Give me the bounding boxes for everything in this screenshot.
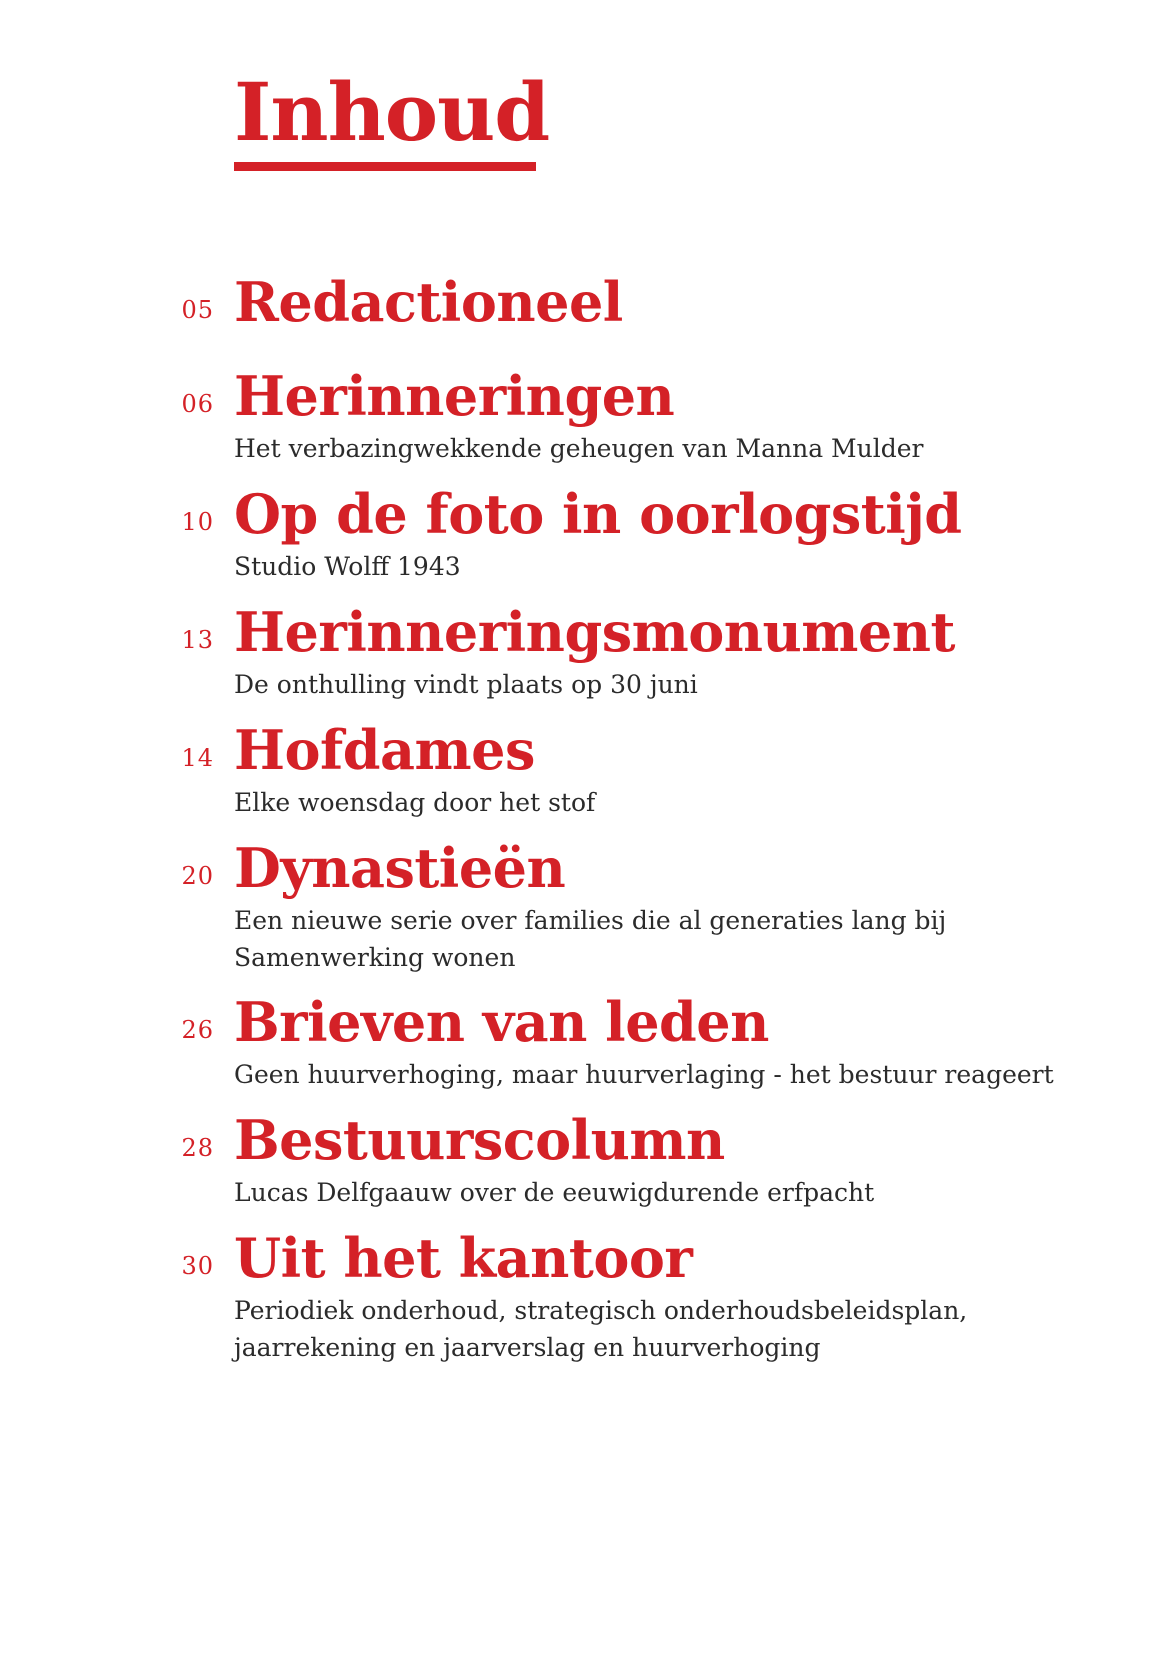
- toc-page-number: 26: [181, 1016, 214, 1044]
- toc-subtitle: Periodiek onderhoud, strategisch onderhoudsbeleidsplan, jaarrekening en jaarverslag en huurverhoging: [234, 1296, 968, 1362]
- toc-title: Herinneringen: [234, 364, 675, 428]
- toc-subtitle: Het verbazingwekkende geheugen van Manna Mulder: [234, 434, 924, 463]
- toc-title: Bestuurscolumn: [234, 1108, 725, 1172]
- toc-page-number: 20: [181, 862, 214, 890]
- toc-subtitle: Lucas Delfgaauw over de eeuwigdurende erfpacht: [234, 1178, 875, 1207]
- title-underline: [234, 162, 536, 171]
- toc-subtitle: Studio Wolff 1943: [234, 552, 461, 581]
- toc-page-number: 10: [181, 508, 214, 536]
- toc-page-number: 30: [181, 1252, 214, 1280]
- toc-page-number: 06: [181, 390, 214, 418]
- toc-subtitle: De onthulling vindt plaats op 30 juni: [234, 670, 698, 699]
- toc-title: Brieven van leden: [234, 990, 769, 1054]
- toc-page-number: 28: [181, 1134, 214, 1162]
- toc-page-number: 13: [181, 626, 214, 654]
- toc-title: Dynastieën: [234, 836, 566, 900]
- toc-title: Redactioneel: [234, 270, 623, 334]
- toc-subtitle: Geen huurverhoging, maar huurverlaging - het bestuur reageert: [234, 1060, 1054, 1089]
- toc-title: Uit het kantoor: [234, 1226, 693, 1290]
- toc-title: Hofdames: [234, 718, 535, 782]
- toc-page-number: 14: [181, 744, 214, 772]
- toc-title: Herinneringsmonument: [234, 600, 955, 664]
- toc-subtitle: Elke woensdag door het stof: [234, 788, 596, 817]
- toc-subtitle: Een nieuwe serie over families die al generaties lang bij Samenwerking wonen: [234, 906, 947, 972]
- toc-title: Op de foto in oorlogstijd: [234, 482, 962, 546]
- page-title: Inhoud: [234, 65, 550, 159]
- toc-page-number: 05: [181, 296, 214, 324]
